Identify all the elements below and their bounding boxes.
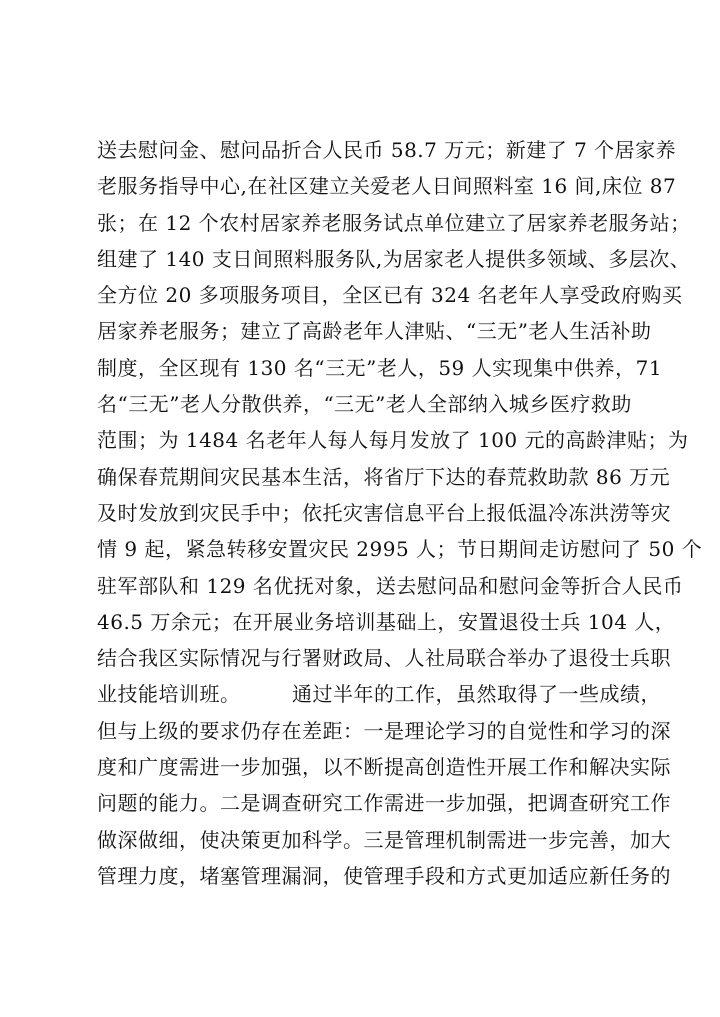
text-line: 制度，全区现有 130 名“三无”老人，59 人实现集中供养，71 (97, 355, 663, 380)
text-line: 及时发放到灾民手中；依托灾害信息平台上报低温冷冻洪涝等灾 (97, 500, 671, 525)
text-line: 业技能培训班。 通过半年的工作，虽然取得了一些成绩， (97, 682, 661, 707)
text-line: 送去慰问金、慰问品折合人民币 58.7 万元；新建了 7 个居家养 (97, 138, 677, 162)
text-line: 张；在 12 个农村居家养老服务试点单位建立了居家养老服务站； (97, 210, 691, 235)
text-line: 组建了 140 支日间照料服务队,为居家老人提供多领域、多层次、 (97, 246, 691, 271)
text-line: 但与上级的要求仍存在差距：一是理论学习的自觉性和学习的深 (97, 718, 671, 743)
body-text (97, 132, 703, 894)
text-line: 结合我区实际情况与行署财政局、人社局联合举办了退役士兵职 (97, 646, 671, 671)
text-line: 范围；为 1484 名老年人每人每月发放了 100 元的高龄津贴；为 (97, 428, 689, 453)
text-line: 46.5 万余元；在开展业务培训基础上，安置退役士兵 104 人， (97, 609, 676, 634)
text-line: 问题的能力。二是调查研究工作需进一步加强，把调查研究工作 (97, 791, 671, 816)
text-line: 驻军部队和 129 名优抚对象，送去慰问品和慰问金等折合人民币 (97, 573, 684, 598)
text-line: 做深做细，使决策更加科学。三是管理机制需进一步完善，加大 (97, 827, 671, 852)
text-line: 确保春荒期间灾民基本生活，将省厅下达的春荒救助款 86 万元 (97, 464, 671, 489)
text-line: 管理力度，堵塞管理漏洞，使管理手段和方式更加适应新任务的 (97, 863, 671, 888)
text-line: 度和广度需进一步加强，以不断提高创造性开展工作和解决实际 (97, 755, 671, 780)
text-line: 名“三无”老人分散供养，“三无”老人全部纳入城乡医疗救助 (97, 392, 632, 417)
text-line: 情 9 起，紧急转移安置灾民 2995 人；节日期间走访慰问了 50 个 (97, 537, 703, 562)
text-line: 居家养老服务；建立了高龄老年人津贴、“三无”老人生活补助 (97, 319, 652, 344)
text-line: 全方位 20 多项服务项目，全区已有 324 名老年人享受政府购买 (97, 283, 683, 308)
text-line: 老服务指导中心,在社区建立关爱老人日间照料室 16 间,床位 87 (97, 174, 677, 199)
